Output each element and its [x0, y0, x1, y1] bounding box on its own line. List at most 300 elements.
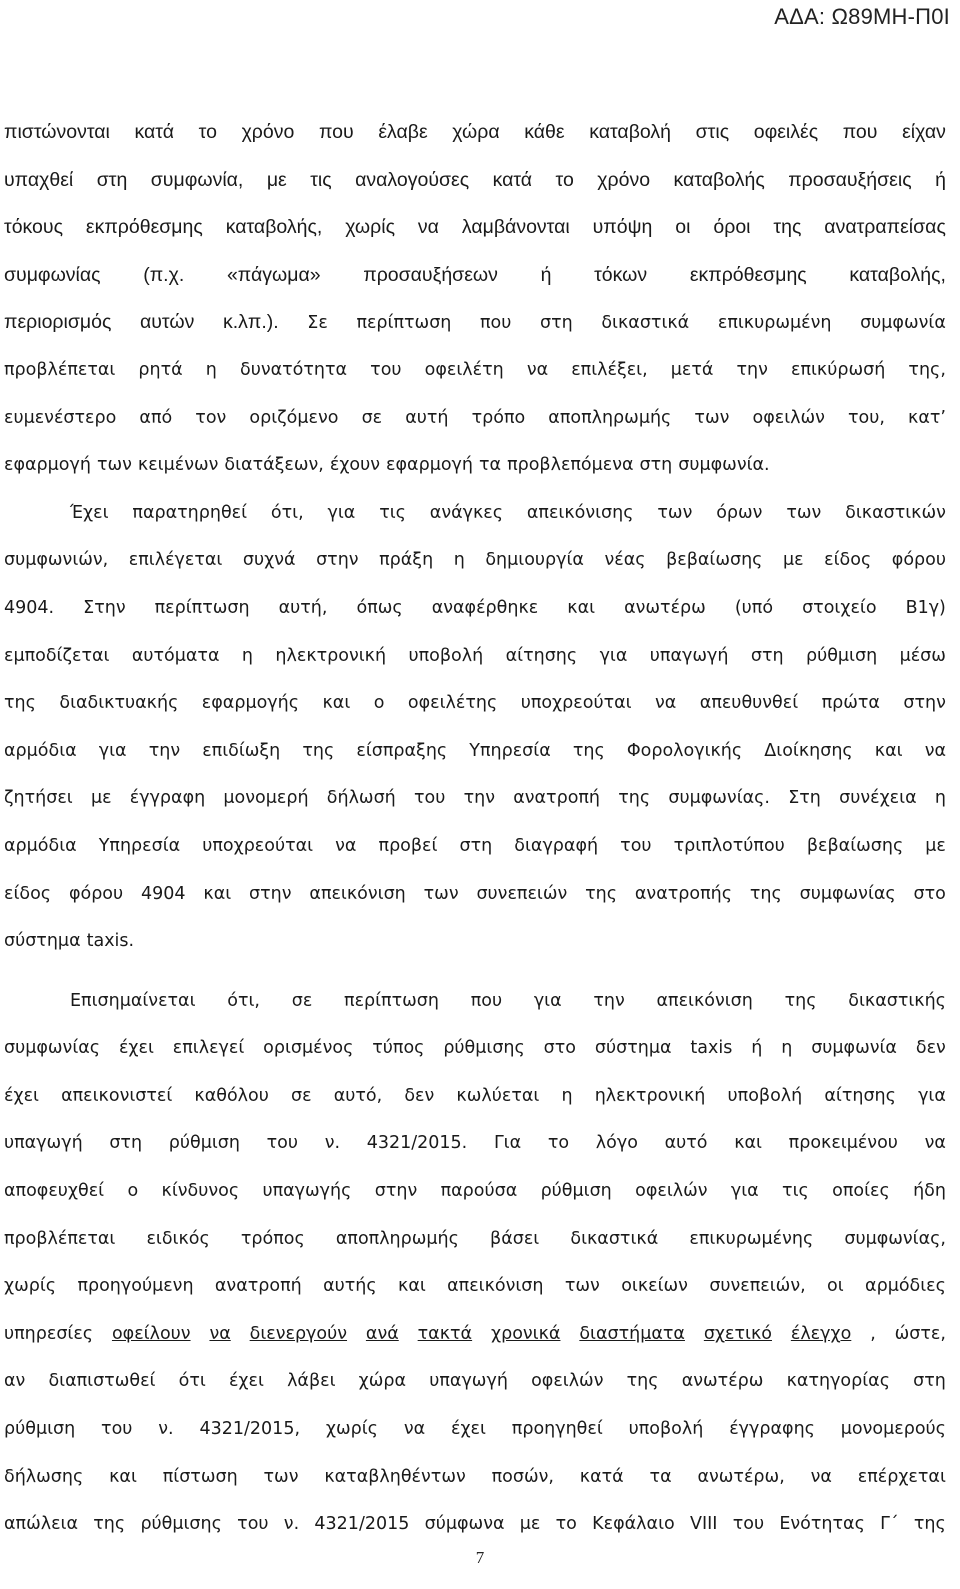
word: επιλέξει,: [571, 359, 648, 380]
word: δικαστικών: [845, 502, 946, 523]
word: πράξη: [379, 550, 434, 571]
word: αυτής: [323, 1276, 377, 1297]
text-line: [4, 1364, 946, 1412]
word: της: [913, 1514, 946, 1535]
word: χρόνο: [597, 168, 651, 191]
text-line: [4, 543, 946, 591]
word: για: [599, 645, 628, 666]
text-line: [4, 258, 946, 306]
word: μονομερούς: [840, 1419, 946, 1440]
word: κίνδυνος: [161, 1181, 240, 1202]
word: αυτή,: [278, 597, 328, 618]
word: ρύθμιση: [805, 645, 878, 666]
word: συχνά: [242, 550, 296, 571]
word: επιλέγεται: [128, 550, 223, 571]
word: ρύθμιση: [168, 1133, 240, 1154]
word: των: [564, 1276, 600, 1297]
word: αυτών: [139, 311, 195, 334]
word: επικυρωμένη: [717, 313, 832, 334]
document-body: [4, 115, 946, 1555]
word: καταβολής,: [849, 263, 946, 286]
word: ή: [751, 1038, 763, 1059]
word: την: [736, 359, 768, 380]
word: τον: [195, 407, 227, 428]
word: έχει: [228, 1371, 264, 1392]
word: κατά: [134, 121, 174, 143]
word: με: [90, 788, 112, 809]
word: είσπραξης: [356, 740, 448, 761]
word: της: [784, 990, 817, 1011]
word: στοιχείο: [802, 597, 877, 618]
word: Έχει: [70, 502, 109, 523]
word: ν.: [158, 1419, 174, 1440]
word: ανάγκες: [429, 502, 504, 523]
word: που: [318, 121, 354, 143]
word: εκπρόθεσμης: [689, 263, 807, 286]
word: 4321/2015: [314, 1514, 410, 1535]
word: (υπό: [734, 597, 774, 618]
word: όπως: [356, 597, 403, 618]
word: είχαν: [902, 121, 946, 143]
word: της: [302, 740, 335, 761]
word: παρούσα: [440, 1181, 518, 1202]
word: κάθε: [524, 121, 565, 143]
word: συμφωνία,: [150, 168, 244, 191]
word: έχει: [118, 1038, 154, 1059]
word: υπόψη: [592, 216, 653, 239]
word: ζητήσει: [4, 788, 73, 809]
word: ν.: [324, 1133, 341, 1154]
word: ανατραπείσας: [824, 216, 946, 239]
text-line: [4, 1222, 946, 1270]
word: έλαβε: [378, 121, 428, 143]
word: για: [918, 1085, 946, 1106]
word: Κεφάλαιο: [592, 1514, 675, 1535]
text-line: [4, 1031, 946, 1079]
word: οικείων: [621, 1276, 688, 1297]
word: λάβει: [287, 1371, 336, 1392]
word: του: [237, 1514, 269, 1535]
word: υπαγωγή: [4, 1133, 83, 1154]
word: επικύρωσή: [791, 359, 886, 380]
word: προβλεπόμενα: [507, 455, 634, 476]
word: νέας: [604, 550, 646, 571]
word: προσαυξήσεις: [788, 168, 912, 191]
word: καταβληθέντων: [324, 1466, 466, 1487]
text-line: [4, 829, 946, 877]
word: να: [655, 693, 677, 714]
text-line: [4, 1174, 946, 1222]
word: συμφωνίας: [4, 1038, 101, 1059]
word: παρατηρηθεί: [132, 502, 248, 523]
word: μετά: [670, 359, 714, 380]
word: και: [203, 883, 232, 904]
word: ότι,: [270, 502, 304, 523]
text-line: [4, 163, 946, 211]
word: οι: [675, 216, 691, 239]
word: να: [417, 216, 439, 239]
word: βάσει: [490, 1228, 540, 1249]
page-number: 7: [475, 1548, 485, 1567]
word: τις: [379, 502, 406, 523]
word: οφειλές: [753, 121, 819, 143]
word: χωρίς: [345, 216, 395, 239]
word: Β1γ): [905, 597, 946, 618]
word: στην: [903, 693, 946, 714]
word: υπαχθεί: [4, 168, 74, 191]
word: του: [732, 1514, 765, 1535]
word: Υπηρεσία: [98, 835, 181, 856]
underlined-word: τακτά: [417, 1323, 473, 1344]
word: συμφωνία: [860, 313, 946, 334]
text-line: [4, 496, 946, 544]
word: ηλεκτρονική: [594, 1085, 706, 1106]
word: δικαστικά: [570, 1228, 659, 1249]
word: συνεπειών,: [709, 1276, 806, 1297]
word: βεβαίωσης: [806, 835, 904, 856]
word: για: [533, 990, 562, 1011]
word: υπηρεσίες: [4, 1323, 94, 1344]
word: τις: [310, 168, 332, 191]
text-line: [4, 305, 946, 353]
word: του: [266, 1133, 298, 1154]
text-line: [4, 115, 946, 163]
text-line: [4, 984, 946, 1032]
word: κατ’: [908, 407, 946, 428]
text-line: [4, 401, 946, 449]
underlined-word: ανά: [365, 1323, 399, 1344]
word: σύμφωνα: [424, 1514, 505, 1535]
word: κατηγορίας: [786, 1371, 890, 1392]
word: κωλύεται: [456, 1085, 540, 1106]
word: 4321/2015.: [366, 1133, 468, 1154]
word: και: [734, 1133, 762, 1154]
word: το: [555, 1514, 577, 1535]
word: προκειμένου: [788, 1133, 898, 1154]
word: στη: [750, 645, 784, 666]
word: του: [370, 359, 402, 380]
word: Γ΄: [880, 1514, 899, 1535]
word: για: [730, 1181, 759, 1202]
word: όρων: [716, 502, 763, 523]
word: Επισημαίνεται: [70, 990, 196, 1011]
word: Ενότητας: [779, 1514, 865, 1535]
word: λαμβάνονται: [461, 216, 570, 239]
word: προηγούμενη: [77, 1276, 194, 1297]
word: από: [139, 407, 173, 428]
word: χρόνο: [241, 121, 295, 143]
word: καταβολής: [673, 168, 765, 191]
word: χώρα: [358, 1371, 407, 1392]
word: δικαστικής: [848, 990, 946, 1011]
word: την: [463, 788, 495, 809]
underlined-word: διενεργούν: [249, 1323, 348, 1344]
word: ρύθμιση: [540, 1181, 612, 1202]
word: η: [934, 788, 946, 809]
text-line: [4, 877, 946, 925]
word: τόκων: [594, 263, 648, 286]
word: εφαρμογή: [4, 455, 91, 476]
underlined-word: χρονικά: [490, 1323, 561, 1344]
word: μέσω: [899, 645, 946, 666]
word: σύστημα: [594, 1038, 672, 1059]
word: τριπλοτύπου: [673, 835, 785, 856]
word: της: [749, 883, 782, 904]
word: με: [519, 1514, 541, 1535]
word: οριζόμενο: [249, 407, 339, 428]
text-line: [4, 924, 946, 972]
word: αρμόδιες: [865, 1276, 946, 1297]
word: έχουν: [329, 455, 381, 476]
word: Σε: [307, 313, 328, 334]
word: η: [781, 1038, 793, 1059]
word: χωρίς: [325, 1419, 378, 1440]
word: Στη: [788, 788, 821, 809]
word: αυτόματα: [131, 645, 220, 666]
word: οι: [827, 1276, 844, 1297]
word: το: [555, 168, 574, 191]
word: στη: [109, 1133, 143, 1154]
word: των: [423, 883, 459, 904]
word: στη: [540, 313, 573, 334]
word: ρύθμιση: [4, 1419, 76, 1440]
word: διαδικτυακής: [59, 693, 179, 714]
word: φόρου: [891, 550, 946, 571]
word: ανατροπή: [513, 788, 601, 809]
word: ότι: [178, 1371, 206, 1392]
text-line: [4, 781, 946, 829]
word: σύστημα: [4, 931, 81, 952]
word: λόγο: [595, 1133, 638, 1154]
word: των: [263, 1466, 299, 1487]
text-line: [4, 734, 946, 782]
word: ώστε,: [894, 1323, 946, 1344]
word: υποχρεούται: [520, 693, 632, 714]
word: υποχρεούται: [202, 835, 314, 856]
word: πιστώνονται: [4, 121, 110, 143]
word: οφειλέτης: [407, 693, 498, 714]
word: και: [398, 1276, 426, 1297]
ada-code: ΑΔΑ: Ω89ΜΗ-Π0Ι: [774, 4, 950, 29]
word: εφαρμογή: [386, 455, 473, 476]
word: και: [322, 693, 351, 714]
word: περίπτωση: [154, 597, 250, 618]
word: δεν: [915, 1038, 946, 1059]
word: αρμόδια: [4, 740, 77, 761]
word: για: [327, 502, 356, 523]
word: μονομερή: [223, 788, 309, 809]
word: προβλέπεται: [4, 1228, 116, 1249]
word: του: [101, 1419, 133, 1440]
word: συμφωνίας,: [844, 1228, 946, 1249]
word: αυτό,: [333, 1085, 383, 1106]
word: αποφευχθεί: [4, 1181, 105, 1202]
word: taxis.: [86, 931, 135, 952]
word: απεικονιστεί: [61, 1085, 173, 1106]
word: ανωτέρω: [624, 597, 706, 618]
word: εμποδίζεται: [4, 645, 110, 666]
word: Για: [493, 1133, 522, 1154]
word: τις: [782, 1181, 809, 1202]
word: η: [561, 1085, 573, 1106]
word: πρώτα: [821, 693, 880, 714]
word: τρόπος: [240, 1228, 305, 1249]
word: να: [924, 1133, 946, 1154]
word: συνέχεια: [839, 788, 917, 809]
word: με: [925, 835, 946, 856]
word: οφειλών: [635, 1181, 708, 1202]
word: ανωτέρω: [681, 1371, 764, 1392]
word: είδος: [4, 883, 52, 904]
word: την: [148, 740, 181, 761]
word: για: [98, 740, 127, 761]
word: επιλεγεί: [172, 1038, 245, 1059]
word: συνεπειών: [476, 883, 568, 904]
word: της: [93, 1514, 126, 1535]
word: συμφωνία: [811, 1038, 897, 1059]
word: Διοίκησης: [764, 740, 853, 761]
word: κειμένων: [137, 455, 219, 476]
word: των: [786, 502, 822, 523]
word: πίστωση: [162, 1466, 238, 1487]
word: οφειλών: [531, 1371, 604, 1392]
text-line: [4, 448, 946, 496]
word: στη: [639, 455, 673, 476]
word: ν.: [283, 1514, 300, 1535]
word: που: [480, 313, 512, 334]
word: ποσών,: [491, 1466, 554, 1487]
word: δήλωσης: [4, 1466, 84, 1487]
word: επικυρωμένης: [689, 1228, 814, 1249]
word: αναλογούσες: [355, 168, 470, 191]
word: υπαγωγή: [649, 645, 729, 666]
word: τα: [478, 455, 502, 476]
word: δεν: [404, 1085, 435, 1106]
word: συμφωνίας: [4, 263, 101, 286]
word: ευμενέστερο: [4, 407, 117, 428]
text-line: [4, 1269, 946, 1317]
word: των: [96, 455, 132, 476]
word: ηλεκτρονική: [275, 645, 387, 666]
word: έγγραφη: [129, 788, 206, 809]
word: ορισμένος: [263, 1038, 354, 1059]
word: στη: [913, 1371, 946, 1392]
word: του,: [848, 407, 885, 428]
word: Υπηρεσία: [469, 740, 551, 761]
word: έχει: [4, 1085, 39, 1106]
word: η: [205, 359, 217, 380]
word: περίπτωση: [356, 313, 452, 334]
word: ήδη: [913, 1181, 946, 1202]
word: συμφωνία.: [678, 455, 770, 476]
word: της: [773, 216, 802, 239]
word: απώλεια: [4, 1514, 78, 1535]
word: αίτησης: [824, 1085, 896, 1106]
word: σε: [361, 407, 383, 428]
word: βεβαίωσης: [666, 550, 763, 571]
word: εκπρόθεσμης: [85, 216, 203, 239]
word: αυτό: [664, 1133, 708, 1154]
word: με: [266, 168, 287, 191]
word: φόρου: [68, 883, 124, 904]
word: χωρίς: [4, 1276, 57, 1297]
word: αναφέρθηκε: [431, 597, 539, 618]
word: ανατροπή: [214, 1276, 302, 1297]
word: τύπος: [372, 1038, 425, 1059]
word: ο: [373, 693, 385, 714]
word: αρμόδια: [4, 835, 77, 856]
word: ρύθμισης: [140, 1514, 222, 1535]
word: και: [109, 1466, 137, 1487]
underlined-word: διαστήματα: [579, 1323, 685, 1344]
word: της: [585, 883, 618, 904]
text-line: [4, 686, 946, 734]
word: να: [924, 740, 946, 761]
word: στο: [913, 883, 946, 904]
word: χώρα: [452, 121, 500, 143]
word: έχει: [450, 1419, 486, 1440]
word: στο: [543, 1038, 577, 1059]
word: κατά: [492, 168, 533, 191]
word: οφειλών: [752, 407, 825, 428]
word: απεικόνιση: [656, 990, 753, 1011]
word: κ.λπ.).: [222, 311, 279, 334]
word: του: [413, 788, 446, 809]
text-line: [4, 353, 946, 401]
word: του: [620, 835, 652, 856]
word: προηγηθεί: [511, 1419, 603, 1440]
word: «πάγωμα»: [226, 263, 321, 286]
word: και: [567, 597, 596, 618]
underlined-word: σχετικό: [703, 1323, 772, 1344]
text-line: [4, 639, 946, 687]
word: VIII: [689, 1514, 718, 1535]
word: ειδικός: [146, 1228, 210, 1249]
word: απεικόνιση: [309, 883, 406, 904]
word: ρητά: [138, 359, 183, 380]
word: ρύθμισης: [443, 1038, 525, 1059]
word: είδος: [824, 550, 872, 571]
word: τα: [649, 1466, 672, 1487]
word: σε: [291, 990, 313, 1011]
word: υποβολή: [727, 1085, 803, 1106]
word: αυτή: [405, 407, 449, 428]
underlined-word: να: [209, 1323, 231, 1344]
word: ή: [935, 168, 946, 191]
word: ή: [540, 263, 552, 286]
text-line: [4, 591, 946, 639]
word: προσαυξήσεων: [363, 263, 498, 286]
word: απεικόνιση: [447, 1276, 544, 1297]
word: προβεί: [378, 835, 438, 856]
word: καθόλου: [194, 1085, 269, 1106]
word: ,: [870, 1323, 876, 1344]
word: κατά: [579, 1466, 624, 1487]
word: των: [694, 407, 730, 428]
word: δυνατότητα: [239, 359, 348, 380]
word: προβλέπεται: [4, 359, 116, 380]
word: των: [657, 502, 693, 523]
word: (π.χ.: [143, 263, 185, 286]
word: της: [572, 740, 605, 761]
word: Φορολογικής: [626, 740, 743, 761]
word: απεικόνισης: [526, 502, 634, 523]
word: δημιουργία: [485, 550, 584, 571]
underlined-word: έλεγχο: [790, 1323, 852, 1344]
word: 4904: [141, 883, 186, 904]
word: Στην: [83, 597, 126, 618]
word: στην: [374, 1181, 418, 1202]
